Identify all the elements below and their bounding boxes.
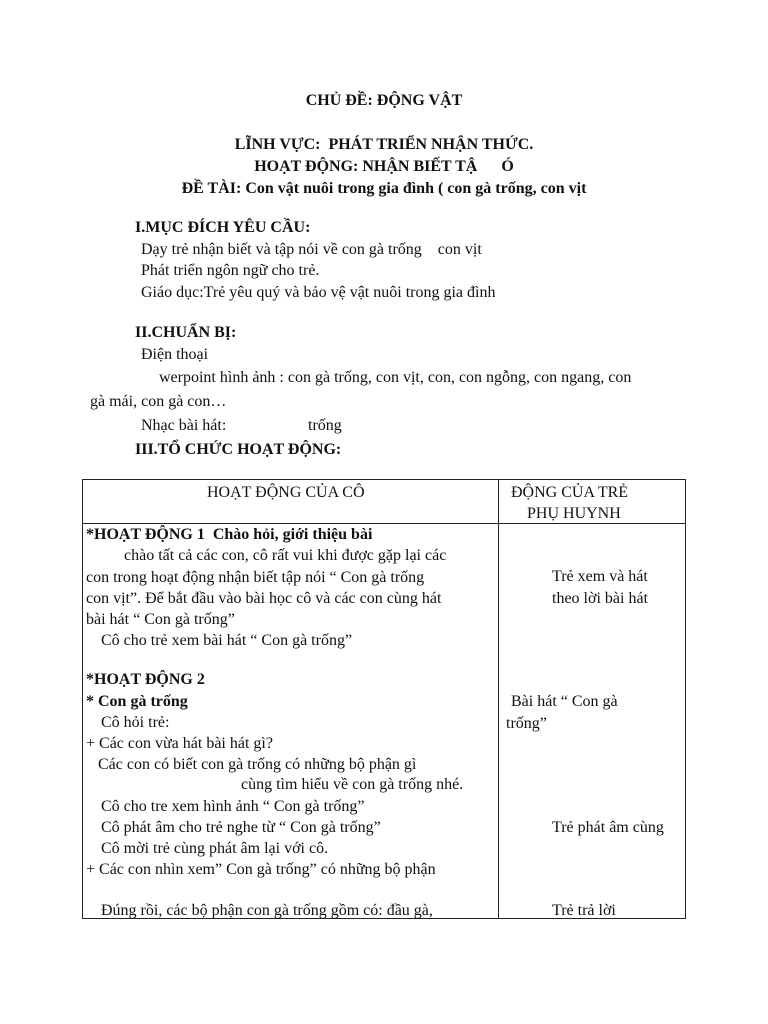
teacher-text: chào tất cả các con, cô rất vui khi được gặp lại các: [124, 547, 447, 564]
activity-subtitle: * Con gà trống: [86, 693, 188, 710]
teacher-text: con vịt”. Để bắt đầu vào bài học cô và các con cùng hát: [86, 590, 442, 607]
teacher-text: Cô cho trẻ xem bài hát “ Con gà trống”: [101, 632, 353, 649]
teacher-text: con trong hoạt động nhận biết tập nói “ Con gà trống: [86, 569, 425, 586]
activity-title: *HOẠT ĐỘNG 2: [86, 671, 205, 688]
section1-line: Dạy trẻ nhận biết và tập nói về con gà trống con vịt: [141, 241, 482, 258]
section2-line: werpoint hình ảnh : con gà trống, con vịt, con, con ngỗng, con ngang, con: [159, 369, 632, 386]
subject-heading: ĐỀ TÀI: Con vật nuôi trong gia đình ( con gà trống, con vịt: [181, 180, 587, 197]
column-header-teacher: HOẠT ĐỘNG CỦA CÔ: [207, 484, 365, 501]
section1-line: Giáo dục:Trẻ yêu quý và bảo vệ vật nuôi trong gia đình: [141, 284, 496, 301]
teacher-text: cùng tìm hiểu về con gà trống nhé.: [241, 776, 464, 793]
column-header-child: PHỤ HUYNH: [527, 505, 621, 522]
field-heading: LĨNH VỰC: PHÁT TRIỂN NHẬN THỨC.: [234, 136, 534, 153]
section2-line: trống: [308, 417, 342, 434]
topic-heading: CHỦ ĐỀ: ĐỘNG VẬT: [305, 92, 463, 109]
child-text: theo lời bài hát: [552, 590, 648, 607]
section3-heading: III.TỔ CHỨC HOẠT ĐỘNG:: [135, 441, 342, 458]
column-header-child: ĐỘNG CỦA TRẺ: [511, 484, 629, 501]
child-text: Trẻ trả lời: [552, 902, 616, 919]
table-divider: [83, 523, 685, 524]
table-divider: [498, 480, 499, 918]
section1-line: Phát triển ngôn ngữ cho trẻ.: [141, 262, 320, 279]
teacher-text: Cô hỏi trẻ:: [101, 714, 170, 731]
section2-line: gà mái, con gà con…: [90, 393, 227, 410]
activity-table: [82, 479, 686, 919]
activity-heading: HOẠT ĐỘNG: NHẬN BIẾT TẬ Ó: [254, 158, 514, 175]
child-text: Trẻ phát âm cùng: [552, 819, 664, 836]
teacher-text: Cô mời trẻ cùng phát âm lại với cô.: [101, 840, 329, 857]
teacher-text: Cô phát âm cho trẻ nghe từ “ Con gà trống”: [101, 819, 381, 836]
section2-line: Nhạc bài hát:: [141, 417, 227, 434]
teacher-text: + Các con nhìn xem” Con gà trống” có những bộ phận: [86, 861, 436, 878]
teacher-text: Các con có biết con gà trống có những bộ phận gì: [98, 756, 417, 773]
teacher-text: + Các con vừa hát bài hát gì?: [86, 735, 273, 752]
section1-heading: I.MỤC ĐÍCH YÊU CẦU:: [135, 219, 311, 236]
teacher-text: Đúng rồi, các bộ phận con gà trống gồm có: đầu gà,: [101, 902, 433, 919]
section2-line: Điện thoại: [141, 346, 209, 363]
teacher-text: Cô cho tre xem hình ảnh “ Con gà trống”: [101, 798, 365, 815]
child-text: Trẻ xem và hát: [552, 568, 648, 585]
child-text: trống”: [506, 715, 547, 732]
teacher-text: bài hát “ Con gà trống”: [86, 611, 235, 628]
activity-title: *HOẠT ĐỘNG 1 Chào hỏi, giới thiệu bài: [86, 526, 373, 543]
section2-heading: II.CHUẨN BỊ:: [135, 324, 237, 341]
child-text: Bài hát “ Con gà: [511, 693, 618, 710]
